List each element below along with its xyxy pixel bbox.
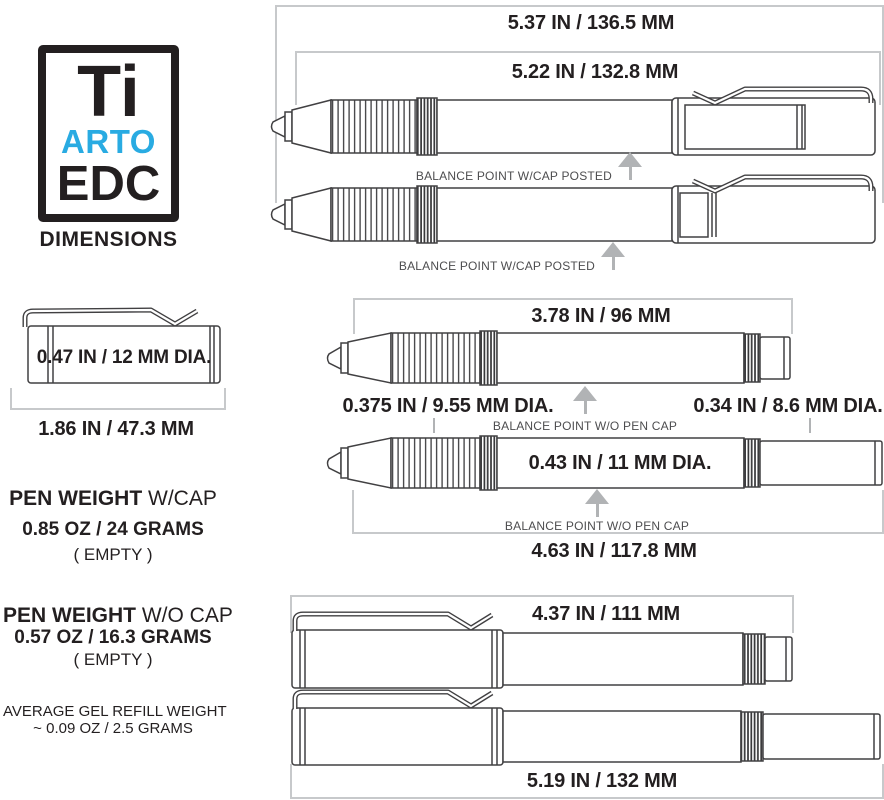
balance-uncapped-bottom-label: BALANCE POINT W/O PEN CAP	[504, 519, 690, 533]
logo-arto-text: ARTO	[61, 122, 156, 160]
balance-arrow-icon	[573, 386, 597, 414]
dim-barrel-diameter-label: 0.43 IN / 11 MM DIA.	[528, 452, 712, 474]
brand-logo	[38, 45, 179, 222]
weight-with-cap-value: 0.85 OZ / 24 GRAMS	[22, 519, 204, 540]
dim-capped-body-label: 4.37 IN / 111 MM	[532, 603, 680, 625]
dim-capped-overall-label: 5.19 IN / 132 MM	[526, 770, 678, 792]
balance-posted-top-label: BALANCE POINT W/CAP POSTED	[415, 169, 612, 183]
dim-grip-diameter-label: 0.375 IN / 9.55 MM DIA.	[342, 395, 554, 417]
weight-without-cap-title-rest: W/O CAP	[136, 604, 233, 627]
tail-diameter-pointer	[809, 418, 811, 433]
grip-diameter-pointer	[433, 418, 435, 433]
pen-capped-overall-drawing	[285, 685, 884, 767]
weight-without-cap-note: ( EMPTY )	[73, 650, 153, 669]
diagram-title: DIMENSIONS	[39, 228, 178, 251]
dim-front-length-label: 3.78 IN / 96 MM	[531, 305, 671, 327]
balance-arrow-icon	[585, 489, 609, 517]
balance-posted-bottom-label: BALANCE POINT W/CAP POSTED	[398, 259, 595, 273]
dim-pen-length-label: 4.63 IN / 117.8 MM	[531, 540, 697, 562]
dim-tail-diameter-label: 0.34 IN / 8.6 MM DIA.	[693, 395, 883, 417]
dim-overall-posted-label: 5.37 IN / 136.5 MM	[507, 12, 675, 34]
weight-without-cap-value: 0.57 OZ / 16.3 GRAMS	[14, 627, 212, 648]
pen-uncapped-short-drawing	[325, 323, 795, 387]
dim-cap-diameter-label: 0.47 IN / 12 MM DIA.	[36, 347, 212, 368]
refill-weight-title: AVERAGE GEL REFILL WEIGHT	[3, 703, 227, 720]
refill-weight-value: ~ 0.09 OZ / 2.5 GRAMS	[33, 720, 193, 737]
weight-without-cap-title	[3, 604, 233, 628]
weight-with-cap-note: ( EMPTY )	[73, 545, 153, 564]
balance-uncapped-top-label: BALANCE POINT W/O PEN CAP	[492, 419, 678, 433]
weight-with-cap-title-bold: PEN WEIGHT	[9, 487, 143, 510]
balance-arrow-icon	[601, 242, 625, 270]
balance-arrow-icon	[618, 152, 642, 180]
weight-with-cap-title-rest: W/CAP	[142, 487, 217, 510]
weight-with-cap-title	[3, 487, 223, 511]
logo-ti-text: Ti	[77, 51, 140, 132]
dim-cap-length-label: 1.86 IN / 47.3 MM	[38, 418, 194, 440]
weight-without-cap-title-bold: PEN WEIGHT	[3, 604, 137, 627]
pen-posted-deep-drawing	[265, 80, 880, 160]
logo-edc-text: EDC	[56, 156, 161, 211]
dim-posted-label: 5.22 IN / 132.8 MM	[511, 61, 679, 83]
